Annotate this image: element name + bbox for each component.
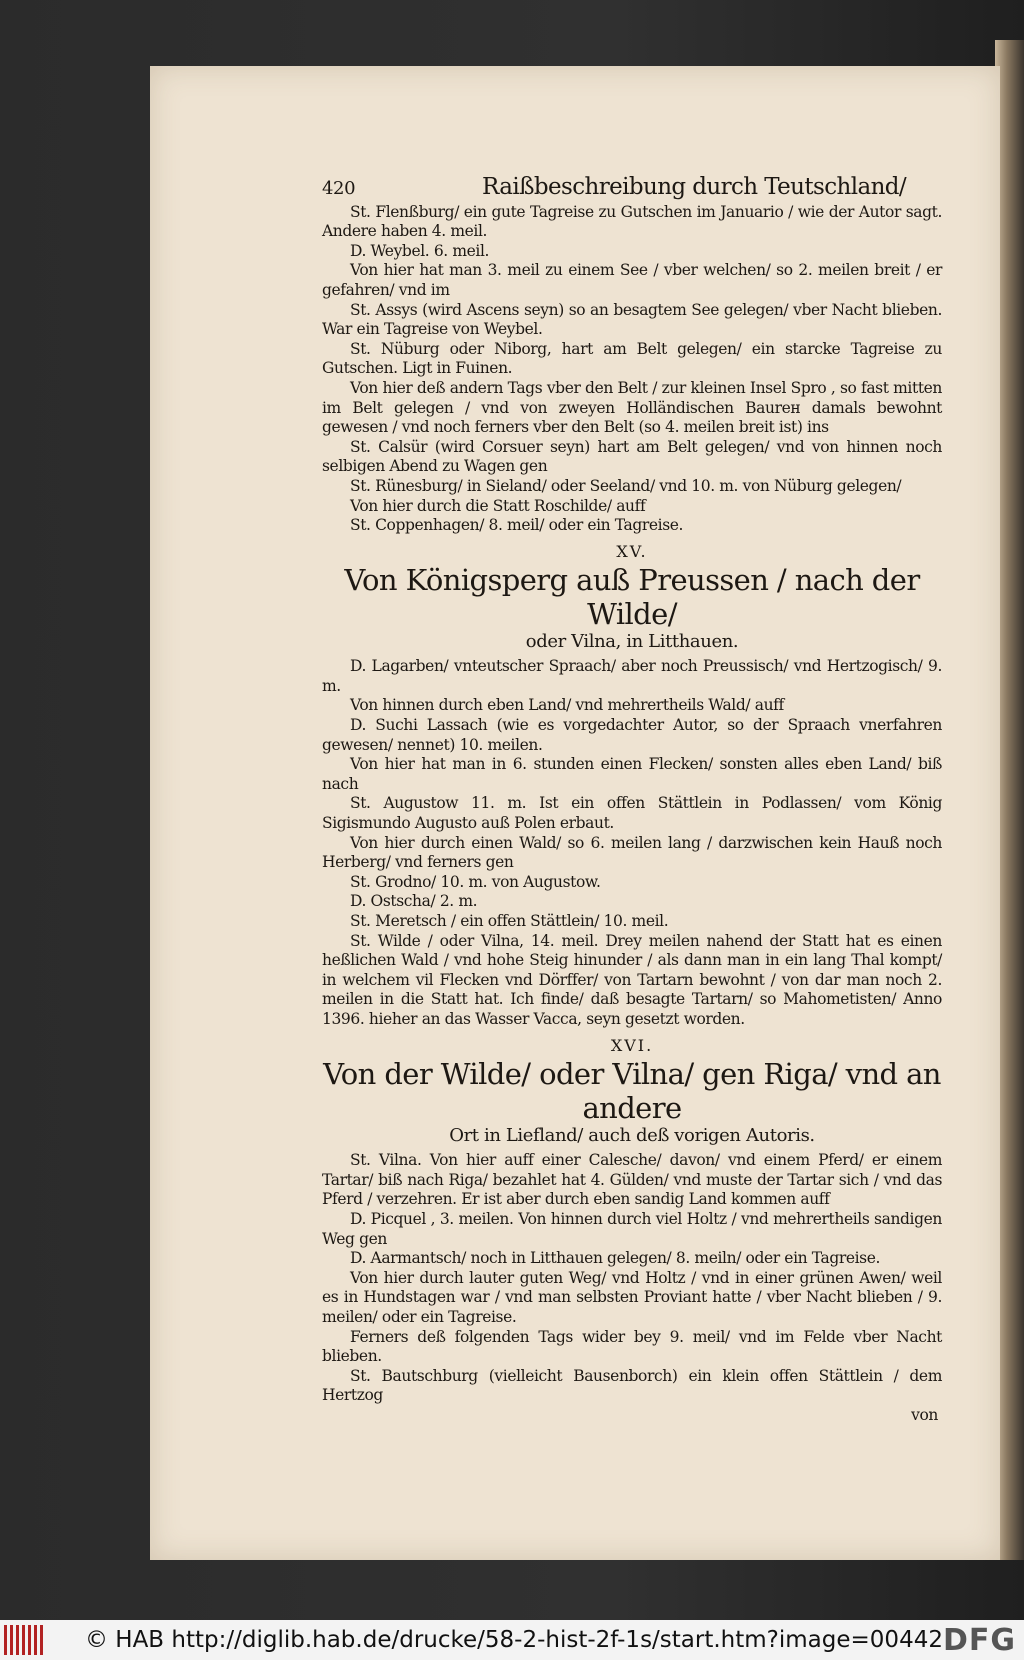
text-paragraph: St. Grodno/ 10. m. von Augustow. xyxy=(350,872,601,891)
text-paragraph: St. Nüburg oder Niborg, hart am Belt gelegen/ ein starcke Tagreise zu Gutschen. Ligt in Fuinen. xyxy=(322,339,942,378)
text-paragraph: Von hier durch lauter guten Weg/ vnd Holtz / vnd in einer grünen Awen/ weil es in Hundstagen war / vnd man selbsten Proviant hatte / vber Nacht blieben / 9. meilen/ oder ein Tagreise. xyxy=(322,1268,942,1326)
copyright-url[interactable]: © HAB http://diglib.hab.de/drucke/58-2-hist-2f-1s/start.htm?image=00442 xyxy=(84,1627,943,1653)
text-paragraph: St. Augustow 11. m. Ist ein offen Stättlein in Podlassen/ vom König Sigismundo Augusto auß Polen erbaut. xyxy=(322,794,942,833)
footer-bar xyxy=(0,1620,1024,1660)
barcode-icon xyxy=(4,1625,45,1655)
text-paragraph: Von hinnen durch eben Land/ vnd mehrertheils Wald/ auff xyxy=(350,696,784,715)
text-blocks xyxy=(322,203,942,1426)
text-paragraph: D. Weybel. 6. meil. xyxy=(350,241,490,260)
text-paragraph: Von hier durch die Statt Roschilde/ auff xyxy=(350,496,646,515)
text-paragraph: St. Calsür (wird Corsuer seyn) hart am Belt gelegen/ vnd von hinnen noch selbigen Abend zu Wagen gen xyxy=(322,437,942,476)
page-header xyxy=(322,174,942,200)
text-paragraph: D. Lagarben/ vnteutscher Spraach/ aber noch Preussisch/ vnd Hertzogisch/ 9. m. xyxy=(322,657,942,695)
section-heading: Von der Wilde/ oder Vilna/ gen Riga/ vnd an andere xyxy=(323,1057,941,1126)
text-paragraph: St. Vilna. Von hier auff einer Calesche/ davon/ vnd einem Pferd/ er einem Tartar/ biß nach Riga/ bezahlet hat 4. Gülden/ vnd muste der Tartar sich / vnd das Pferd / verzehren. Er ist aber durch eben sandig Land kommen auff xyxy=(322,1151,942,1209)
section-subheading: Ort in Liefland/ auch deß vorigen Autoris. xyxy=(449,1125,815,1147)
page-text xyxy=(322,174,942,1425)
dfg-logo: DFG xyxy=(942,1622,1016,1658)
text-paragraph: St. Bautschburg (vielleicht Bausenborch) ein klein offen Stättlein / dem Hertzog xyxy=(322,1366,942,1405)
text-paragraph: St. Assys (wird Ascens seyn) so an besagtem See gelegen/ vber Nacht blieben. War ein Tagreise von Weybel. xyxy=(322,300,942,339)
text-paragraph: St. Wilde / oder Vilna, 14. meil. Drey meilen nahend der Statt hat es einen heßlichen Wald / vnd hohe Steig hinunder / als dann man in ein lang Thal kompt/ in welchem vil Flecken vnd Dörffer/ von Tartarn bewohnt / von dar man noch 2. meilen in die Statt hat. Ich finde/ daß besagte Tartarn/ so Mahometisten/ Anno 1396. hieher an das Wasser Vacca, seyn gesetzt worden. xyxy=(322,931,942,1028)
text-paragraph: D. Ostscha/ 2. m. xyxy=(350,892,478,911)
text-paragraph: St. Rünesburg/ in Sieland/ oder Seeland/ vnd 10. m. von Nüburg gelegen/ xyxy=(350,476,902,495)
text-paragraph: St. Flenßburg/ ein gute Tagreise zu Gutschen im Januario / wie der Autor sagt. Andere haben 4. meil. xyxy=(322,202,942,241)
text-paragraph: D. Picquel , 3. meilen. Von hinnen durch viel Holtz / vnd mehrertheils sandigen Weg gen xyxy=(322,1209,942,1248)
section-heading: Von Königsperg auß Preussen / nach der Wilde/ xyxy=(344,563,920,632)
text-paragraph: Von hier deß andern Tags vber den Belt / zur kleinen Insel Spro , so fast mitten im Belt gelegen / vnd von zweyen Holländischen Baurен damals bewohnt gewesen / vnd noch ferners vber den Belt (so 4. meilen breit ist) ins xyxy=(322,378,942,437)
text-paragraph: St. Meretsch / ein offen Stättlein/ 10. meil. xyxy=(350,912,669,930)
text-paragraph: Von hier durch einen Wald/ so 6. meilen lang / darzwischen kein Hauß noch Herberg/ vnd ferners gen xyxy=(322,833,942,872)
text-paragraph: D. Aarmantsch/ noch in Litthauen gelegen/ 8. meiln/ oder ein Tagreise. xyxy=(350,1249,881,1268)
running-head: Raißbeschreibung durch Teutschland/ xyxy=(482,174,907,200)
section-numeral: XVI. xyxy=(610,1035,654,1055)
text-paragraph: St. Coppenhagen/ 8. meil/ oder ein Tagreise. xyxy=(350,516,684,535)
text-paragraph: Von hier hat man 3. meil zu einem See / vber welchen/ so 2. meilen breit / er gefahren/ vnd im xyxy=(322,261,942,299)
text-paragraph: D. Suchi Lassach (wie es vorgedachter Autor, so der Spraach vnerfahren gewesen/ nennet) 10. meilen. xyxy=(322,716,942,754)
section-numeral: XV. xyxy=(616,541,648,561)
text-paragraph: Ferners deß folgenden Tags wider bey 9. meil/ vnd im Felde vber Nacht blieben. xyxy=(322,1327,942,1366)
page-number: 420 xyxy=(322,178,356,199)
section-catchword: von xyxy=(911,1405,938,1424)
section-subheading: oder Vilna, in Litthauen. xyxy=(525,631,739,653)
text-paragraph: Von hier hat man in 6. stunden einen Flecken/ sonsten alles eben Land/ biß nach xyxy=(322,755,942,793)
